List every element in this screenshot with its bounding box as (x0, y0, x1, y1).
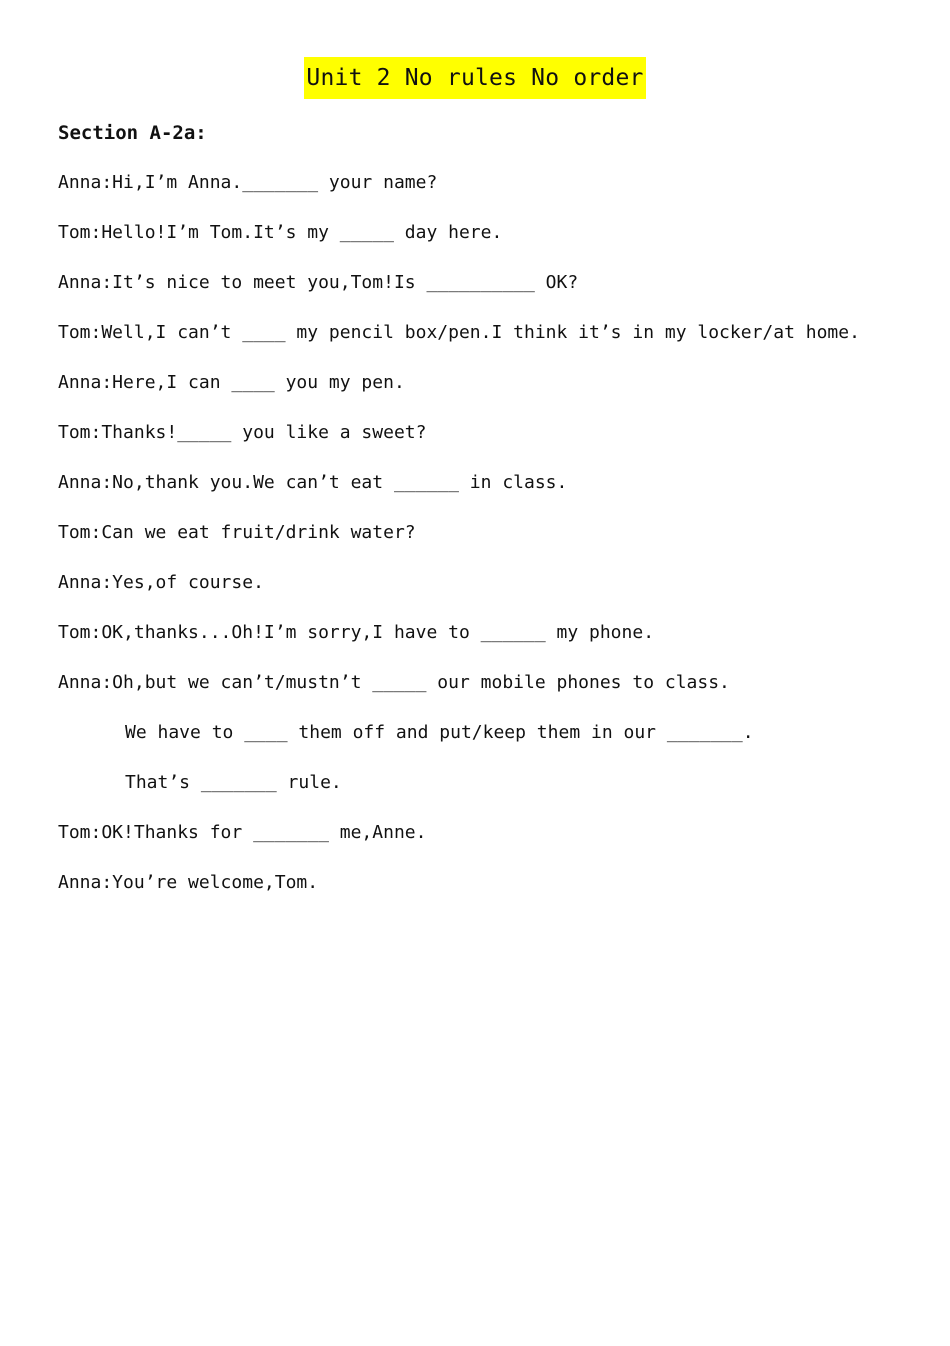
dialogue-line-continued: That’s _______ rule. (125, 772, 342, 793)
page-title: Unit 2 No rules No order (304, 57, 645, 99)
dialogue-line: Tom:OK!Thanks for _______ me,Anne. (58, 822, 427, 843)
dialogue-line: Tom:Well,I can’t ____ my pencil box/pen.I think it’s in my locker/at home. (58, 322, 860, 343)
dialogue-line: Tom:OK,thanks...Oh!I’m sorry,I have to ______ my phone. (58, 622, 655, 643)
title-container (0, 57, 950, 99)
dialogue-line: Tom:Hello!I’m Tom.It’s my _____ day here. (58, 222, 503, 243)
dialogue-line: Anna:Hi,I’m Anna._______ your name? (58, 172, 438, 193)
dialogue-line: Anna:Here,I can ____ you my pen. (58, 372, 405, 393)
dialogue-line: Anna:Yes,of course. (58, 572, 264, 593)
dialogue-line: Anna:No,thank you.We can’t eat ______ in class. (58, 472, 568, 493)
dialogue-line: Anna:It’s nice to meet you,Tom!Is __________ OK? (58, 272, 579, 293)
dialogue-line: Anna:You’re welcome,Tom. (58, 872, 319, 893)
dialogue-line: Anna:Oh,but we can’t/mustn’t _____ our mobile phones to class. (58, 672, 730, 693)
dialogue-line: Tom:Thanks!_____ you like a sweet? (58, 422, 427, 443)
dialogue-line-continued: We have to ____ them off and put/keep them in our _______. (125, 722, 754, 743)
dialogue-line: Tom:Can we eat fruit/drink water? (58, 522, 416, 543)
section-heading: Section A-2a: (58, 122, 207, 144)
dialogue (58, 168, 938, 918)
